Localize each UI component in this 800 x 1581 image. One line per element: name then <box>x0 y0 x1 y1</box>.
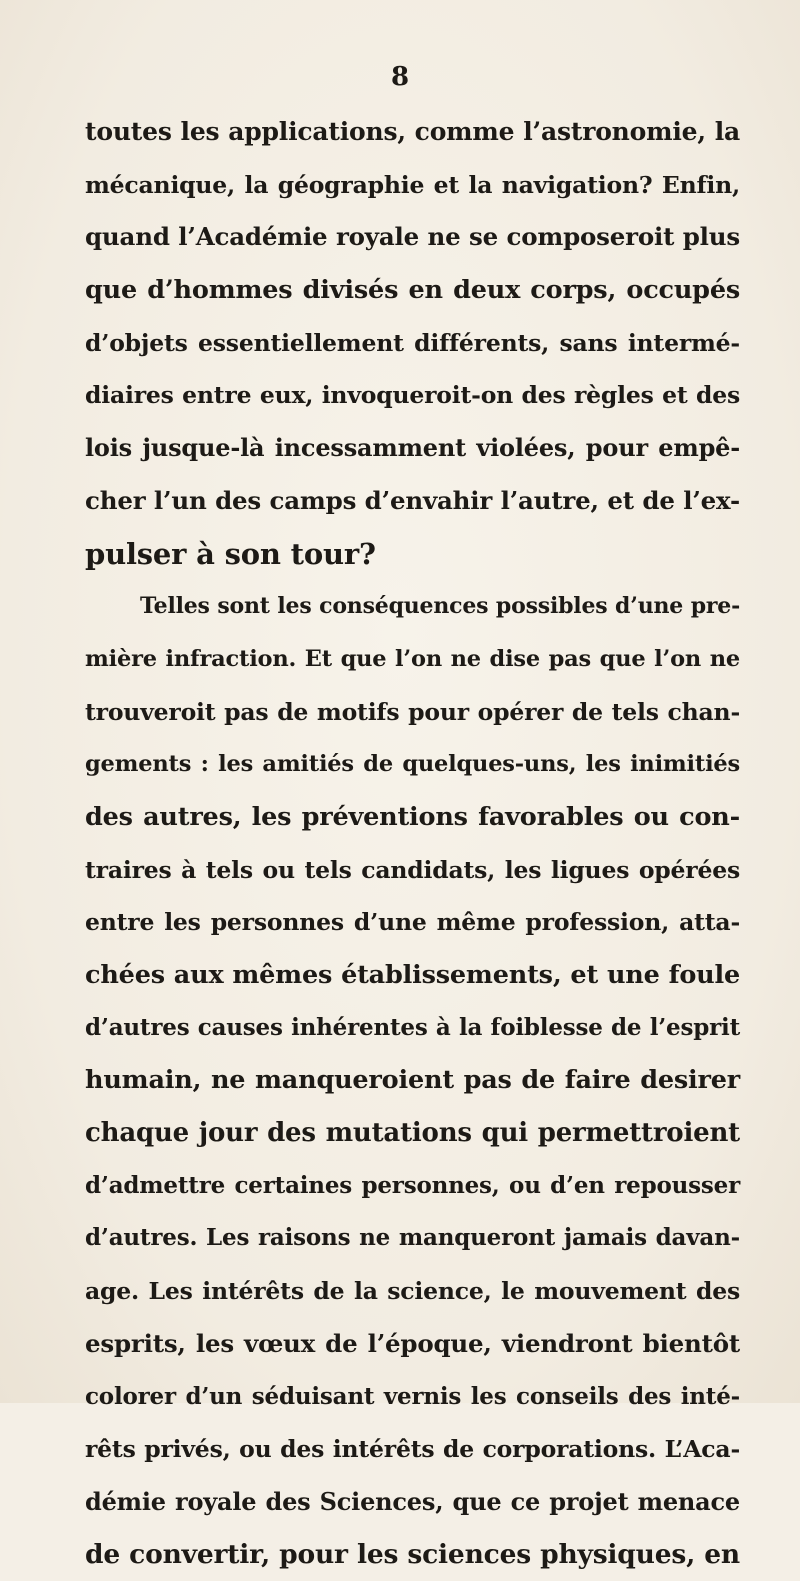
text-line: chées aux mêmes établissements, et une foule <box>85 960 740 990</box>
text-line: d’autres. Les raisons ne manqueront jamais davan- <box>85 1224 740 1252</box>
text-line: humain, ne manqueroient pas de faire desirer <box>85 1065 740 1096</box>
text-line: pulser à son tour? <box>85 536 376 571</box>
text-line: cher l’un des camps d’envahir l’autre, et de l’ex- <box>85 485 740 515</box>
text-line: mière infraction. Et que l’on ne dise pas que l’on ne <box>85 645 740 672</box>
text-line: diaires entre eux, invoqueroit-on des règles et des <box>85 381 740 410</box>
text-line: traires à tels ou tels candidats, les ligues opérées <box>85 855 740 884</box>
text-line: esprits, les vœux de l’époque, viendront bientôt <box>85 1328 740 1358</box>
text-line: rêts privés, ou des intérêts de corporations. L’Aca- <box>85 1435 740 1464</box>
text-line: quand l’Académie royale ne se composeroit plus <box>85 222 740 252</box>
text-line: lois jusque-là incessamment violées, pour empê- <box>85 433 740 463</box>
text-line: age. Les intérêts de la science, le mouvement des <box>85 1277 740 1306</box>
paragraph-start-line: Telles sont les conséquences possibles d’une pre- <box>140 593 740 620</box>
text-line: que d’hommes divisés en deux corps, occupés <box>85 275 740 306</box>
text-line: chaque jour des mutations qui permettroient <box>85 1118 740 1149</box>
text-line: d’objets essentiellement différents, sans intermé- <box>85 328 740 357</box>
text-line: démie royale des Sciences, que ce projet menace <box>85 1486 740 1516</box>
text-line: trouveroit pas de motifs pour opérer de tels chan- <box>85 697 740 726</box>
text-line: toutes les applications, comme l’astronomie, la <box>85 117 740 146</box>
text-line: gements : les amitiés de quelques-uns, les inimitiés <box>85 751 740 778</box>
text-line: colorer d’un séduisant vernis les conseils des inté- <box>85 1382 740 1410</box>
page-number: 8 <box>390 62 410 92</box>
text-line: de convertir, pour les sciences physiques, en <box>85 1538 740 1570</box>
text-line: d’autres causes inhérentes à la foiblesse de l’esprit <box>85 1013 740 1041</box>
text-line: mécanique, la géographie et la navigation? Enfin, <box>85 170 740 199</box>
text-line: entre les personnes d’une même profession, atta- <box>85 908 740 937</box>
body-text <box>85 106 740 1581</box>
text-line: des autres, les préventions favorables ou con- <box>85 801 740 832</box>
text-line: d’admettre certaines personnes, ou d’en repousser <box>85 1171 740 1199</box>
